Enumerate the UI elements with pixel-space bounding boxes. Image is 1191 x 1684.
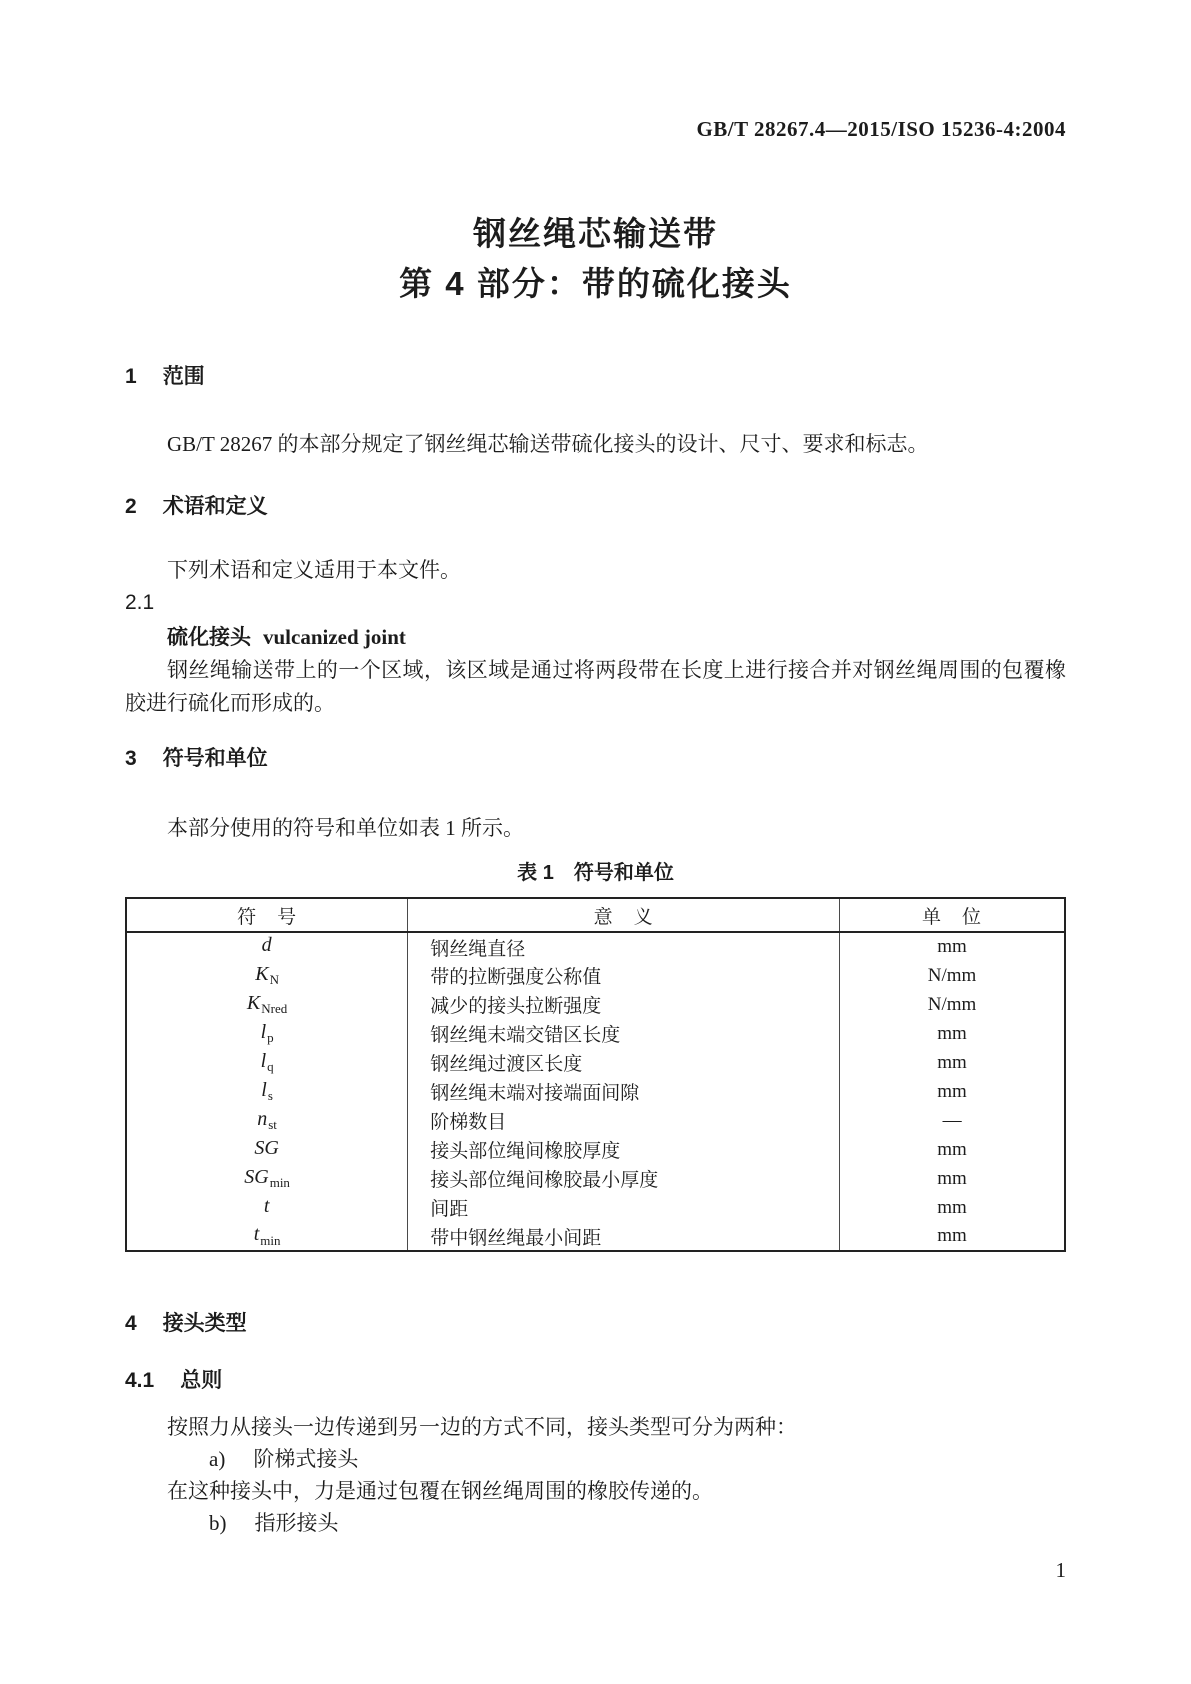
meaning: 钢丝绳末端交错区长度	[408, 1019, 840, 1048]
symbol-subscript: N	[269, 972, 279, 988]
unit: mm	[840, 1019, 1065, 1048]
meaning: 间距	[408, 1193, 840, 1222]
section-4-1-title: 总则	[180, 1369, 223, 1392]
table-row	[126, 1222, 1065, 1251]
standard-number-header: GB/T 28267.4—2015/ISO 15236-4:2004	[696, 117, 1066, 141]
meaning: 钢丝绳末端对接端面间隙	[408, 1077, 840, 1106]
term-english: vulcanized joint	[263, 625, 406, 649]
symbol: d	[261, 934, 272, 957]
column-header-symbol: 符 号	[126, 898, 408, 932]
section-3-title: 符号和单位	[162, 747, 268, 770]
symbol: l	[260, 1049, 267, 1072]
meaning: 带中钢丝绳最小间距	[408, 1222, 840, 1251]
symbol: l	[261, 1078, 267, 1101]
table-row	[126, 961, 1065, 990]
unit: mm	[840, 932, 1065, 961]
section-4-paragraph-2: 在这种接头中，力是通过包覆在钢丝绳周围的橡胶传递的。	[167, 1479, 713, 1503]
section-3-paragraph: 本部分使用的符号和单位如表 1 所示。	[167, 816, 524, 840]
section-2-number: 2	[125, 495, 137, 518]
unit: mm	[840, 1193, 1065, 1222]
meaning: 减少的接头拉断强度	[408, 990, 840, 1019]
symbol-subscript: st	[268, 1117, 277, 1133]
table-row	[126, 932, 1065, 961]
meaning: 带的拉断强度公称值	[408, 961, 840, 990]
section-2-heading	[125, 493, 1066, 521]
unit: N/mm	[840, 990, 1065, 1019]
unit: —	[840, 1106, 1065, 1135]
section-1-paragraph: GB/T 28267 的本部分规定了钢丝绳芯输送带硫化接头的设计、尺寸、要求和标志。	[167, 432, 929, 456]
term-chinese: 硫化接头	[167, 626, 251, 649]
list-item-b-text: 指形接头	[254, 1511, 339, 1535]
symbol: SG	[254, 1136, 279, 1159]
table-row	[126, 1135, 1065, 1164]
document-title	[125, 209, 1066, 309]
clause-2-1-number: 2.1	[125, 591, 155, 614]
list-item-a-text: 阶梯式接头	[253, 1447, 359, 1471]
section-4-number: 4	[125, 1312, 137, 1335]
list-item-a-label: a)	[209, 1447, 226, 1471]
unit: mm	[840, 1077, 1065, 1106]
section-3-heading	[125, 745, 1066, 773]
page-number: 1	[1055, 1558, 1066, 1582]
symbol: K	[246, 991, 261, 1014]
symbol-subscript: s	[267, 1088, 273, 1104]
table-row	[126, 1048, 1065, 1077]
meaning: 接头部位绳间橡胶厚度	[408, 1135, 840, 1164]
unit: mm	[840, 1048, 1065, 1077]
table-header-row	[126, 898, 1065, 932]
list-item-a	[125, 1443, 1066, 1475]
list-item-b	[125, 1507, 1066, 1539]
term-heading	[125, 621, 1066, 654]
list-item-b-label: b)	[209, 1511, 227, 1535]
meaning: 钢丝绳过渡区长度	[408, 1048, 840, 1077]
section-2-paragraph: 下列术语和定义适用于本文件。	[167, 558, 461, 582]
symbol-subscript: p	[267, 1030, 274, 1046]
section-4-paragraph-1: 按照力从接头一边传递到另一边的方式不同，接头类型可分为两种：	[167, 1415, 797, 1439]
symbol: n	[257, 1107, 268, 1130]
section-4-body	[125, 1411, 1066, 1539]
symbol: t	[253, 1223, 260, 1246]
table-row	[126, 1077, 1065, 1106]
unit: mm	[840, 1222, 1065, 1251]
unit: mm	[840, 1164, 1065, 1193]
section-2-title: 术语和定义	[162, 495, 268, 518]
meaning: 钢丝绳直径	[408, 932, 840, 961]
table-row	[126, 1019, 1065, 1048]
table-row	[126, 1193, 1065, 1222]
column-header-unit: 单 位	[840, 898, 1065, 932]
document-title-line1: 钢丝绳芯输送带	[473, 215, 718, 252]
symbol-subscript: min	[269, 1175, 290, 1191]
section-1-heading	[125, 363, 1066, 391]
symbols-units-table	[125, 897, 1066, 1252]
section-1-number: 1	[125, 365, 137, 388]
symbol: t	[263, 1194, 270, 1217]
column-header-meaning: 意 义	[408, 898, 840, 932]
section-4-title: 接头类型	[162, 1312, 247, 1335]
section-4-1-number: 4.1	[125, 1369, 155, 1392]
section-4-1-heading	[125, 1367, 1066, 1395]
table-row	[126, 1164, 1065, 1193]
section-1-title: 范围	[162, 365, 205, 388]
table-row	[126, 1106, 1065, 1135]
document-title-line2: 第 4 部分：带的硫化接头	[399, 265, 792, 302]
table-row	[126, 990, 1065, 1019]
symbol: l	[260, 1020, 267, 1043]
meaning: 接头部位绳间橡胶最小厚度	[408, 1164, 840, 1193]
symbol: K	[255, 962, 269, 985]
symbol-subscript: q	[267, 1059, 274, 1075]
table-1-caption: 表 1 符号和单位	[517, 862, 674, 884]
term-definition: 钢丝绳输送带上的一个区域，该区域是通过将两段带在长度上进行接合并对钢丝绳周围的包覆橡胶进行硫化而形成的。	[125, 658, 1066, 715]
section-4-heading	[125, 1310, 1066, 1338]
section-3-number: 3	[125, 747, 137, 770]
meaning: 阶梯数目	[408, 1106, 840, 1135]
unit: mm	[840, 1135, 1065, 1164]
symbol-subscript: min	[260, 1232, 281, 1248]
unit: N/mm	[840, 961, 1065, 990]
symbol-subscript: Nred	[261, 1001, 288, 1017]
symbol: SG	[244, 1165, 269, 1188]
